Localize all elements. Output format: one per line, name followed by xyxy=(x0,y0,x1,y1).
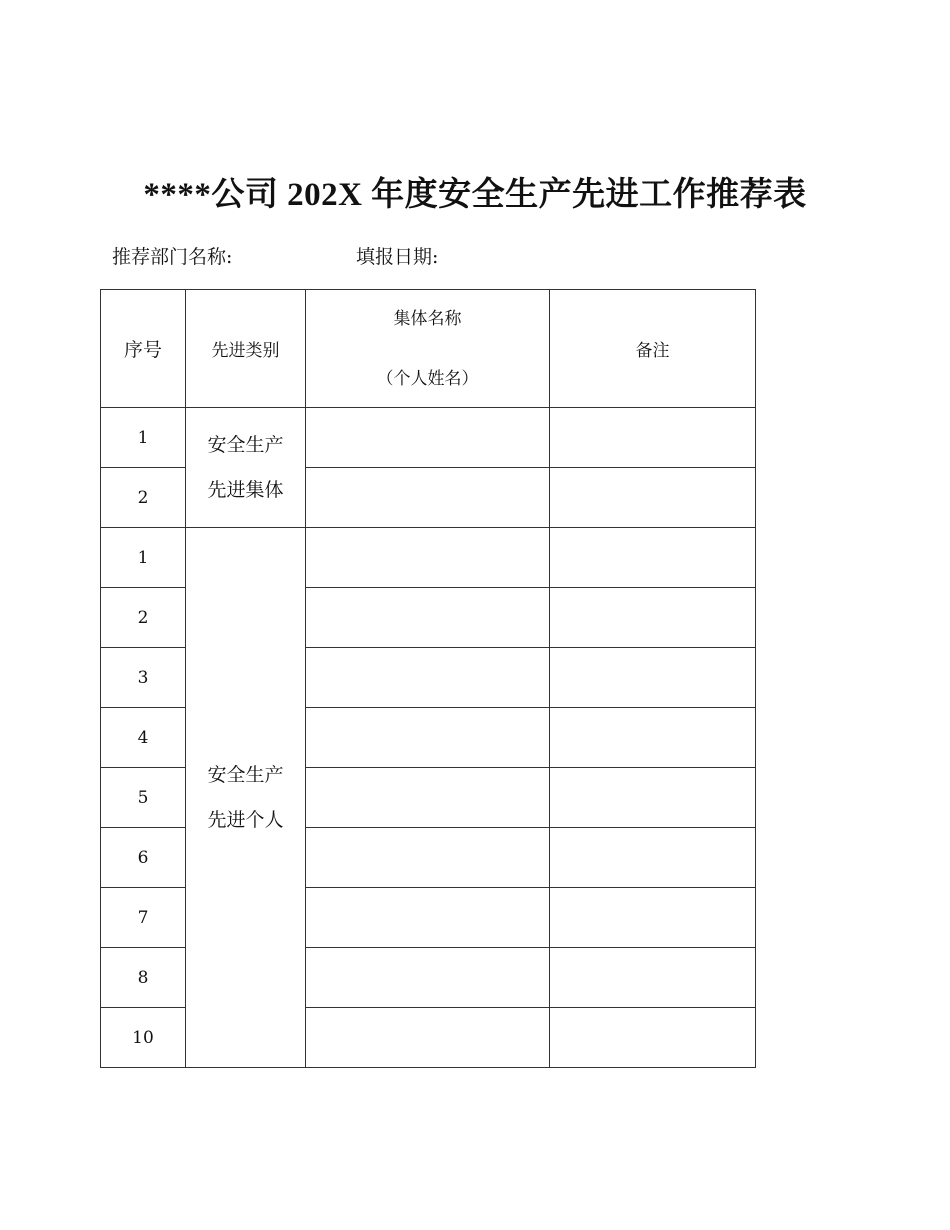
remarks-cell[interactable] xyxy=(550,588,756,648)
header-serial-number: 序号 xyxy=(101,290,186,408)
category-line: 先进集体 xyxy=(207,478,284,501)
name-cell[interactable] xyxy=(306,768,550,828)
category-line: 安全生产 xyxy=(207,763,284,786)
remarks-cell[interactable] xyxy=(550,648,756,708)
row-number: 5 xyxy=(101,768,186,828)
category-line: 安全生产 xyxy=(207,433,284,456)
remarks-cell[interactable] xyxy=(550,948,756,1008)
remarks-cell[interactable] xyxy=(550,768,756,828)
row-number: 2 xyxy=(101,588,186,648)
name-cell[interactable] xyxy=(306,828,550,888)
header-name xyxy=(306,290,550,408)
remarks-cell[interactable] xyxy=(550,468,756,528)
recommendation-table xyxy=(100,289,756,1068)
name-cell[interactable] xyxy=(306,408,550,468)
name-cell[interactable] xyxy=(306,948,550,1008)
remarks-cell[interactable] xyxy=(550,828,756,888)
row-number: 10 xyxy=(101,1008,186,1068)
header-category: 先进类别 xyxy=(186,290,306,408)
row-number: 3 xyxy=(101,648,186,708)
name-cell[interactable] xyxy=(306,528,550,588)
name-cell[interactable] xyxy=(306,648,550,708)
remarks-cell[interactable] xyxy=(550,1008,756,1068)
row-number: 4 xyxy=(101,708,186,768)
table-row xyxy=(101,408,756,468)
row-number: 8 xyxy=(101,948,186,1008)
name-cell[interactable] xyxy=(306,708,550,768)
row-number: 2 xyxy=(101,468,186,528)
name-cell[interactable] xyxy=(306,888,550,948)
name-cell[interactable] xyxy=(306,588,550,648)
name-cell[interactable] xyxy=(306,468,550,528)
header-remarks: 备注 xyxy=(550,290,756,408)
header-name-collective: 集体名称 xyxy=(393,308,462,329)
category-individual xyxy=(186,528,306,1068)
remarks-cell[interactable] xyxy=(550,408,756,468)
row-number: 6 xyxy=(101,828,186,888)
category-line: 先进个人 xyxy=(207,808,284,831)
row-number: 1 xyxy=(101,528,186,588)
category-collective xyxy=(186,408,306,528)
remarks-cell[interactable] xyxy=(550,888,756,948)
recommending-department-label: 推荐部门名称: xyxy=(112,246,233,268)
row-number: 1 xyxy=(101,408,186,468)
remarks-cell[interactable] xyxy=(550,528,756,588)
header-name-individual: （个人姓名） xyxy=(376,368,479,389)
fill-date-label: 填报日期: xyxy=(356,246,439,268)
remarks-cell[interactable] xyxy=(550,708,756,768)
table-header-row xyxy=(101,290,756,408)
page-title: ****公司 202X 年度安全生产先进工作推荐表 xyxy=(143,177,807,213)
table-row xyxy=(101,528,756,588)
row-number: 7 xyxy=(101,888,186,948)
name-cell[interactable] xyxy=(306,1008,550,1068)
